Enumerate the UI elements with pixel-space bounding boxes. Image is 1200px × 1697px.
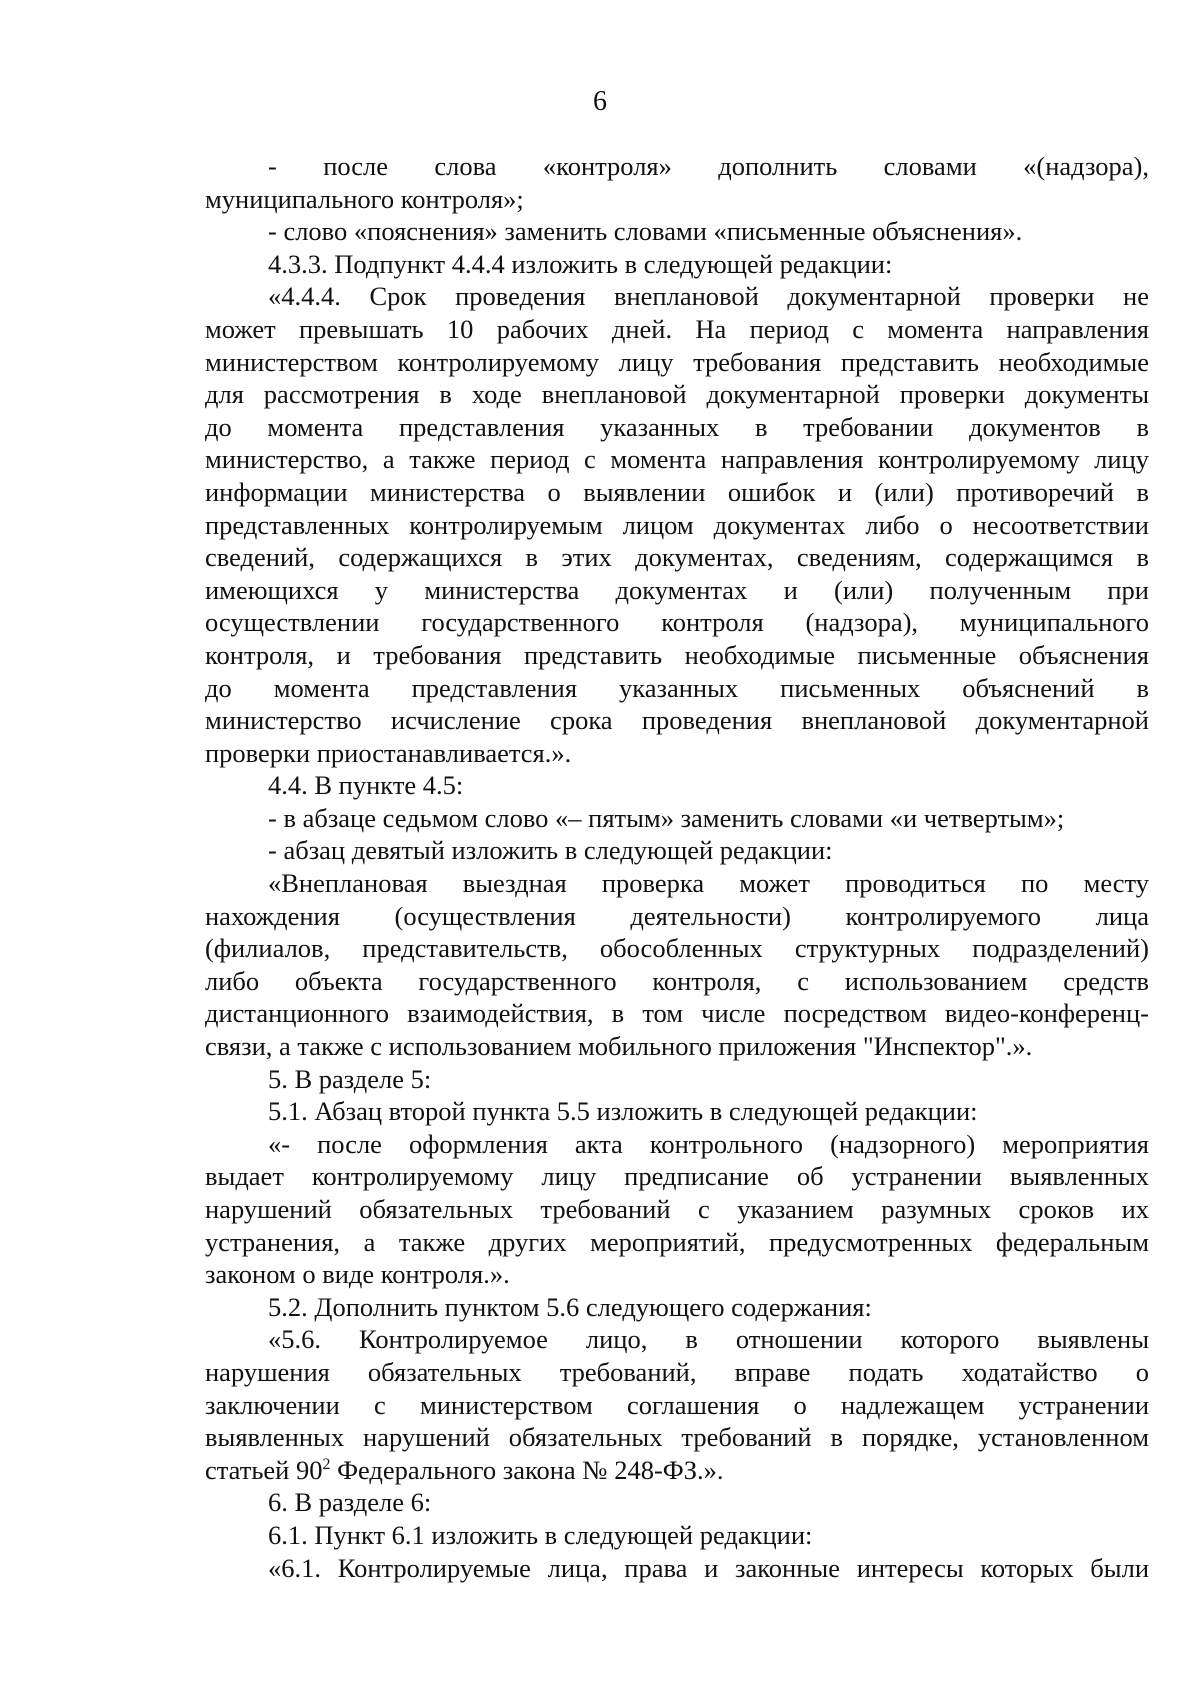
text-line: «4.4.4. Срок проведения внеплановой документарной проверки не: [268, 281, 1149, 312]
text-line: (филиалов, представительств, обособленных структурных подразделений): [205, 933, 1149, 964]
text-line: до момента представления указанных письменных объяснений в: [205, 672, 1149, 703]
text-line: министерством контролируемому лицу требования представить необходимые: [205, 346, 1149, 377]
text-line: 5. В разделе 5:: [268, 1063, 432, 1094]
text-line: 6. В разделе 6:: [268, 1487, 432, 1518]
text-line: нарушения обязательных требований, вправе подать ходатайство о: [205, 1356, 1149, 1387]
text-line: информации министерства о выявлении ошибок и (или) противоречий в: [205, 476, 1149, 507]
text-line: - слово «пояснения» заменить словами «письменные объяснения».: [268, 216, 1023, 247]
text-line: может превышать 10 рабочих дней. На период с момента направления: [205, 313, 1149, 344]
text-line: либо объекта государственного контроля, с использованием средств: [205, 965, 1149, 996]
text-fragment: статьей 90: [205, 1454, 323, 1485]
page-number: 6: [593, 86, 607, 117]
text-line: выявленных нарушений обязательных требований в порядке, установленном: [205, 1422, 1149, 1453]
superscript: 2: [322, 1455, 331, 1473]
text-line: сведений, содержащихся в этих документах, сведениям, содержащимся в: [205, 542, 1149, 573]
text-fragment: Федерального закона № 248-ФЗ.».: [330, 1454, 724, 1485]
text-line: 4.4. В пункте 4.5:: [268, 770, 464, 801]
text-line: - абзац девятый изложить в следующей редакции:: [268, 835, 833, 866]
text-line: нарушений обязательных требований с указанием разумных сроков их: [205, 1194, 1149, 1224]
text-line: министерство исчисление срока проведения внеплановой документарной: [205, 705, 1149, 736]
text-line: устранения, а также других мероприятий, предусмотренных федеральным: [205, 1226, 1149, 1257]
text-line: муниципального контроля»;: [205, 183, 524, 214]
text-line: для рассмотрения в ходе внеплановой документарной проверки документы: [205, 379, 1149, 410]
text-line: дистанционного взаимодействия, в том числе посредством видео-конференц-: [205, 998, 1149, 1029]
text-line: выдает контролируемому лицу предписание об устранении выявленных: [205, 1161, 1149, 1192]
text-line: нахождения (осуществления деятельности) контролируемого лица: [205, 900, 1149, 931]
text-line: [205, 1454, 1149, 1487]
text-line: представленных контролируемым лицом документах либо о несоответствии: [205, 509, 1149, 540]
text-line: «Внеплановая выездная проверка может проводиться по месту: [268, 868, 1149, 899]
text-line: до момента представления указанных в требовании документов в: [205, 411, 1149, 442]
text-line: - после слова «контроля» дополнить словами «(надзора),: [268, 151, 1149, 181]
text-line: «6.1. Контролируемые лица, права и законные интересы которых были: [268, 1552, 1149, 1583]
text-line: осуществлении государственного контроля (надзора), муниципального: [205, 607, 1149, 638]
text-line: 6.1. Пункт 6.1 изложить в следующей редакции:: [268, 1519, 813, 1550]
text-line: имеющихся у министерства документах и (или) полученным при: [205, 574, 1149, 605]
text-line: 5.1. Абзац второй пункта 5.5 изложить в следующей редакции:: [268, 1096, 978, 1127]
document-body: [205, 150, 1149, 1584]
text-line: 4.3.3. Подпункт 4.4.4 изложить в следующей редакции:: [268, 248, 893, 279]
text-line: связи, а также с использованием мобильного приложения "Инспектор".».: [205, 1031, 1033, 1062]
text-line: законом о виде контроля.».: [205, 1259, 510, 1290]
text-line: «5.6. Контролируемое лицо, в отношении которого выявлены: [268, 1324, 1149, 1355]
text-line: - в абзаце седьмом слово «– пятым» заменить словами «и четвертым»;: [268, 802, 1065, 833]
text-line: заключении с министерством соглашения о надлежащем устранении: [205, 1389, 1149, 1420]
text-line: 5.2. Дополнить пунктом 5.6 следующего содержания:: [268, 1291, 872, 1322]
text-line: контроля, и требования представить необходимые письменные объяснения: [205, 639, 1149, 670]
text-line: министерство, а также период с момента направления контролируемому лицу: [205, 444, 1149, 475]
text-line: проверки приостанавливается.».: [205, 737, 572, 768]
text-line: «- после оформления акта контрольного (надзорного) мероприятия: [268, 1128, 1149, 1159]
